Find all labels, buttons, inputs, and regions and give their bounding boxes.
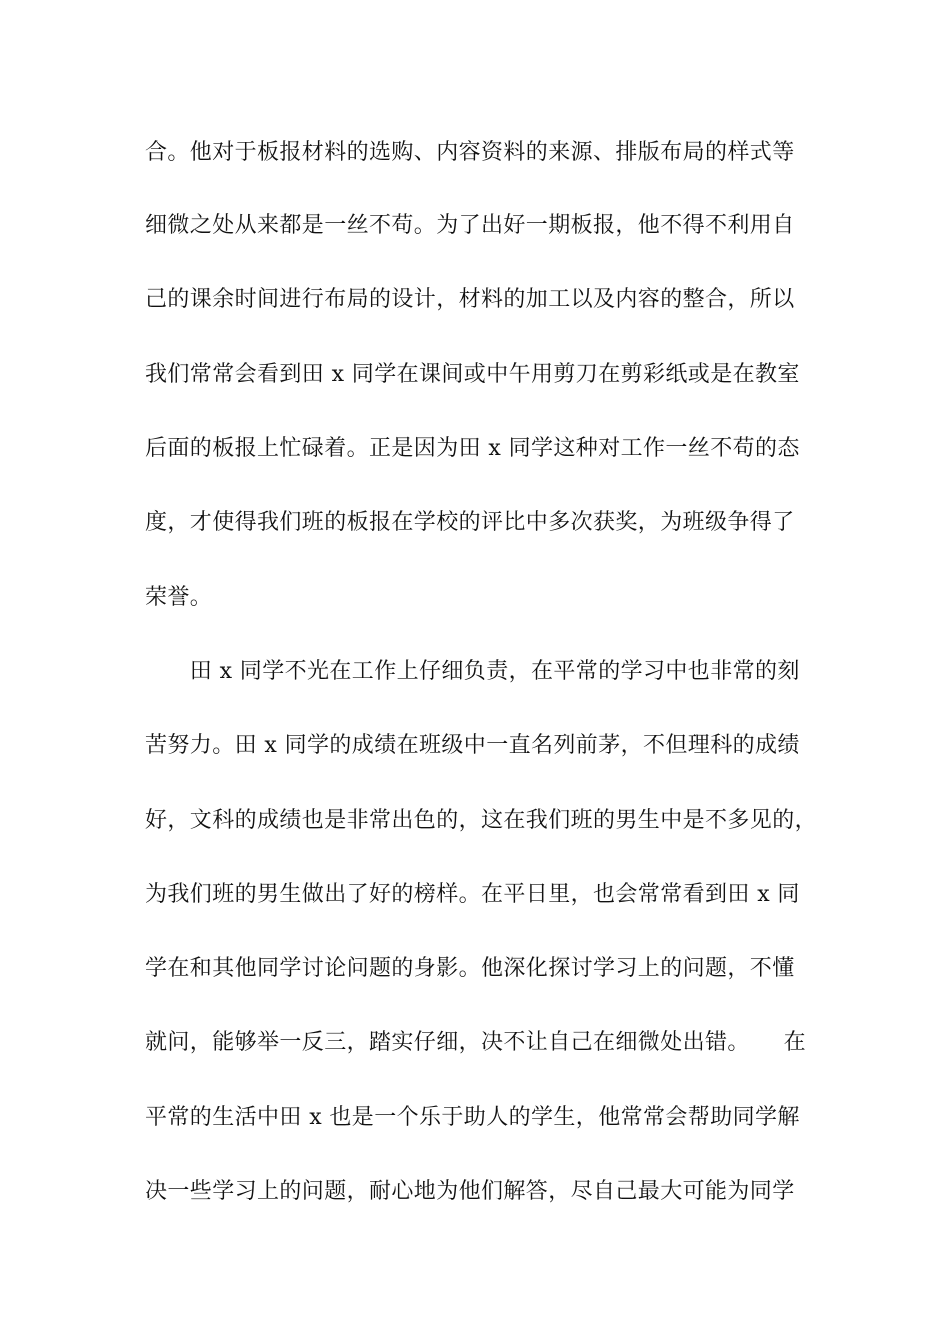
text-line: 就问，能够举一反三，踏实仔细，决不让自己在细微处出错。 在 bbox=[145, 1030, 807, 1055]
text-line: 学在和其他同学讨论问题的身影。他深化探讨学习上的问题，不懂 bbox=[145, 956, 795, 981]
text-line: 为我们班的男生做出了好的榜样。在平日里，也会常常看到田 x 同 bbox=[145, 882, 800, 907]
text-line: 荣誉。 bbox=[145, 585, 213, 610]
text-line: 度，才使得我们班的板报在学校的评比中多次获奖，为班级争得了 bbox=[145, 510, 795, 535]
text-line: 田 x 同学不光在工作上仔细负责，在平常的学习中也非常的刻 bbox=[145, 659, 800, 684]
text-line: 平常的生活中田 x 也是一个乐于助人的学生，他常常会帮助同学解 bbox=[145, 1105, 800, 1130]
text-line: 后面的板报上忙碌着。正是因为田 x 同学这种对工作一丝不苟的态 bbox=[145, 436, 800, 461]
text-line: 我们常常会看到田 x 同学在课间或中午用剪刀在剪彩纸或是在教室 bbox=[145, 362, 800, 387]
text-line: 合。他对于板报材料的选购、内容资料的来源、排版布局的样式等 bbox=[145, 140, 795, 165]
text-line: 好，文科的成绩也是非常出色的，这在我们班的男生中是不多见的， bbox=[145, 808, 818, 833]
text-line: 细微之处从来都是一丝不苟。为了出好一期板报，他不得不利用自 bbox=[145, 213, 795, 238]
text-line: 苦努力。田 x 同学的成绩在班级中一直名列前茅，不但理科的成绩 bbox=[145, 733, 800, 758]
text-line: 己的课余时间进行布局的设计，材料的加工以及内容的整合，所以 bbox=[145, 287, 795, 312]
text-line: 决一些学习上的问题，耐心地为他们解答，尽自己最大可能为同学 bbox=[145, 1179, 795, 1204]
